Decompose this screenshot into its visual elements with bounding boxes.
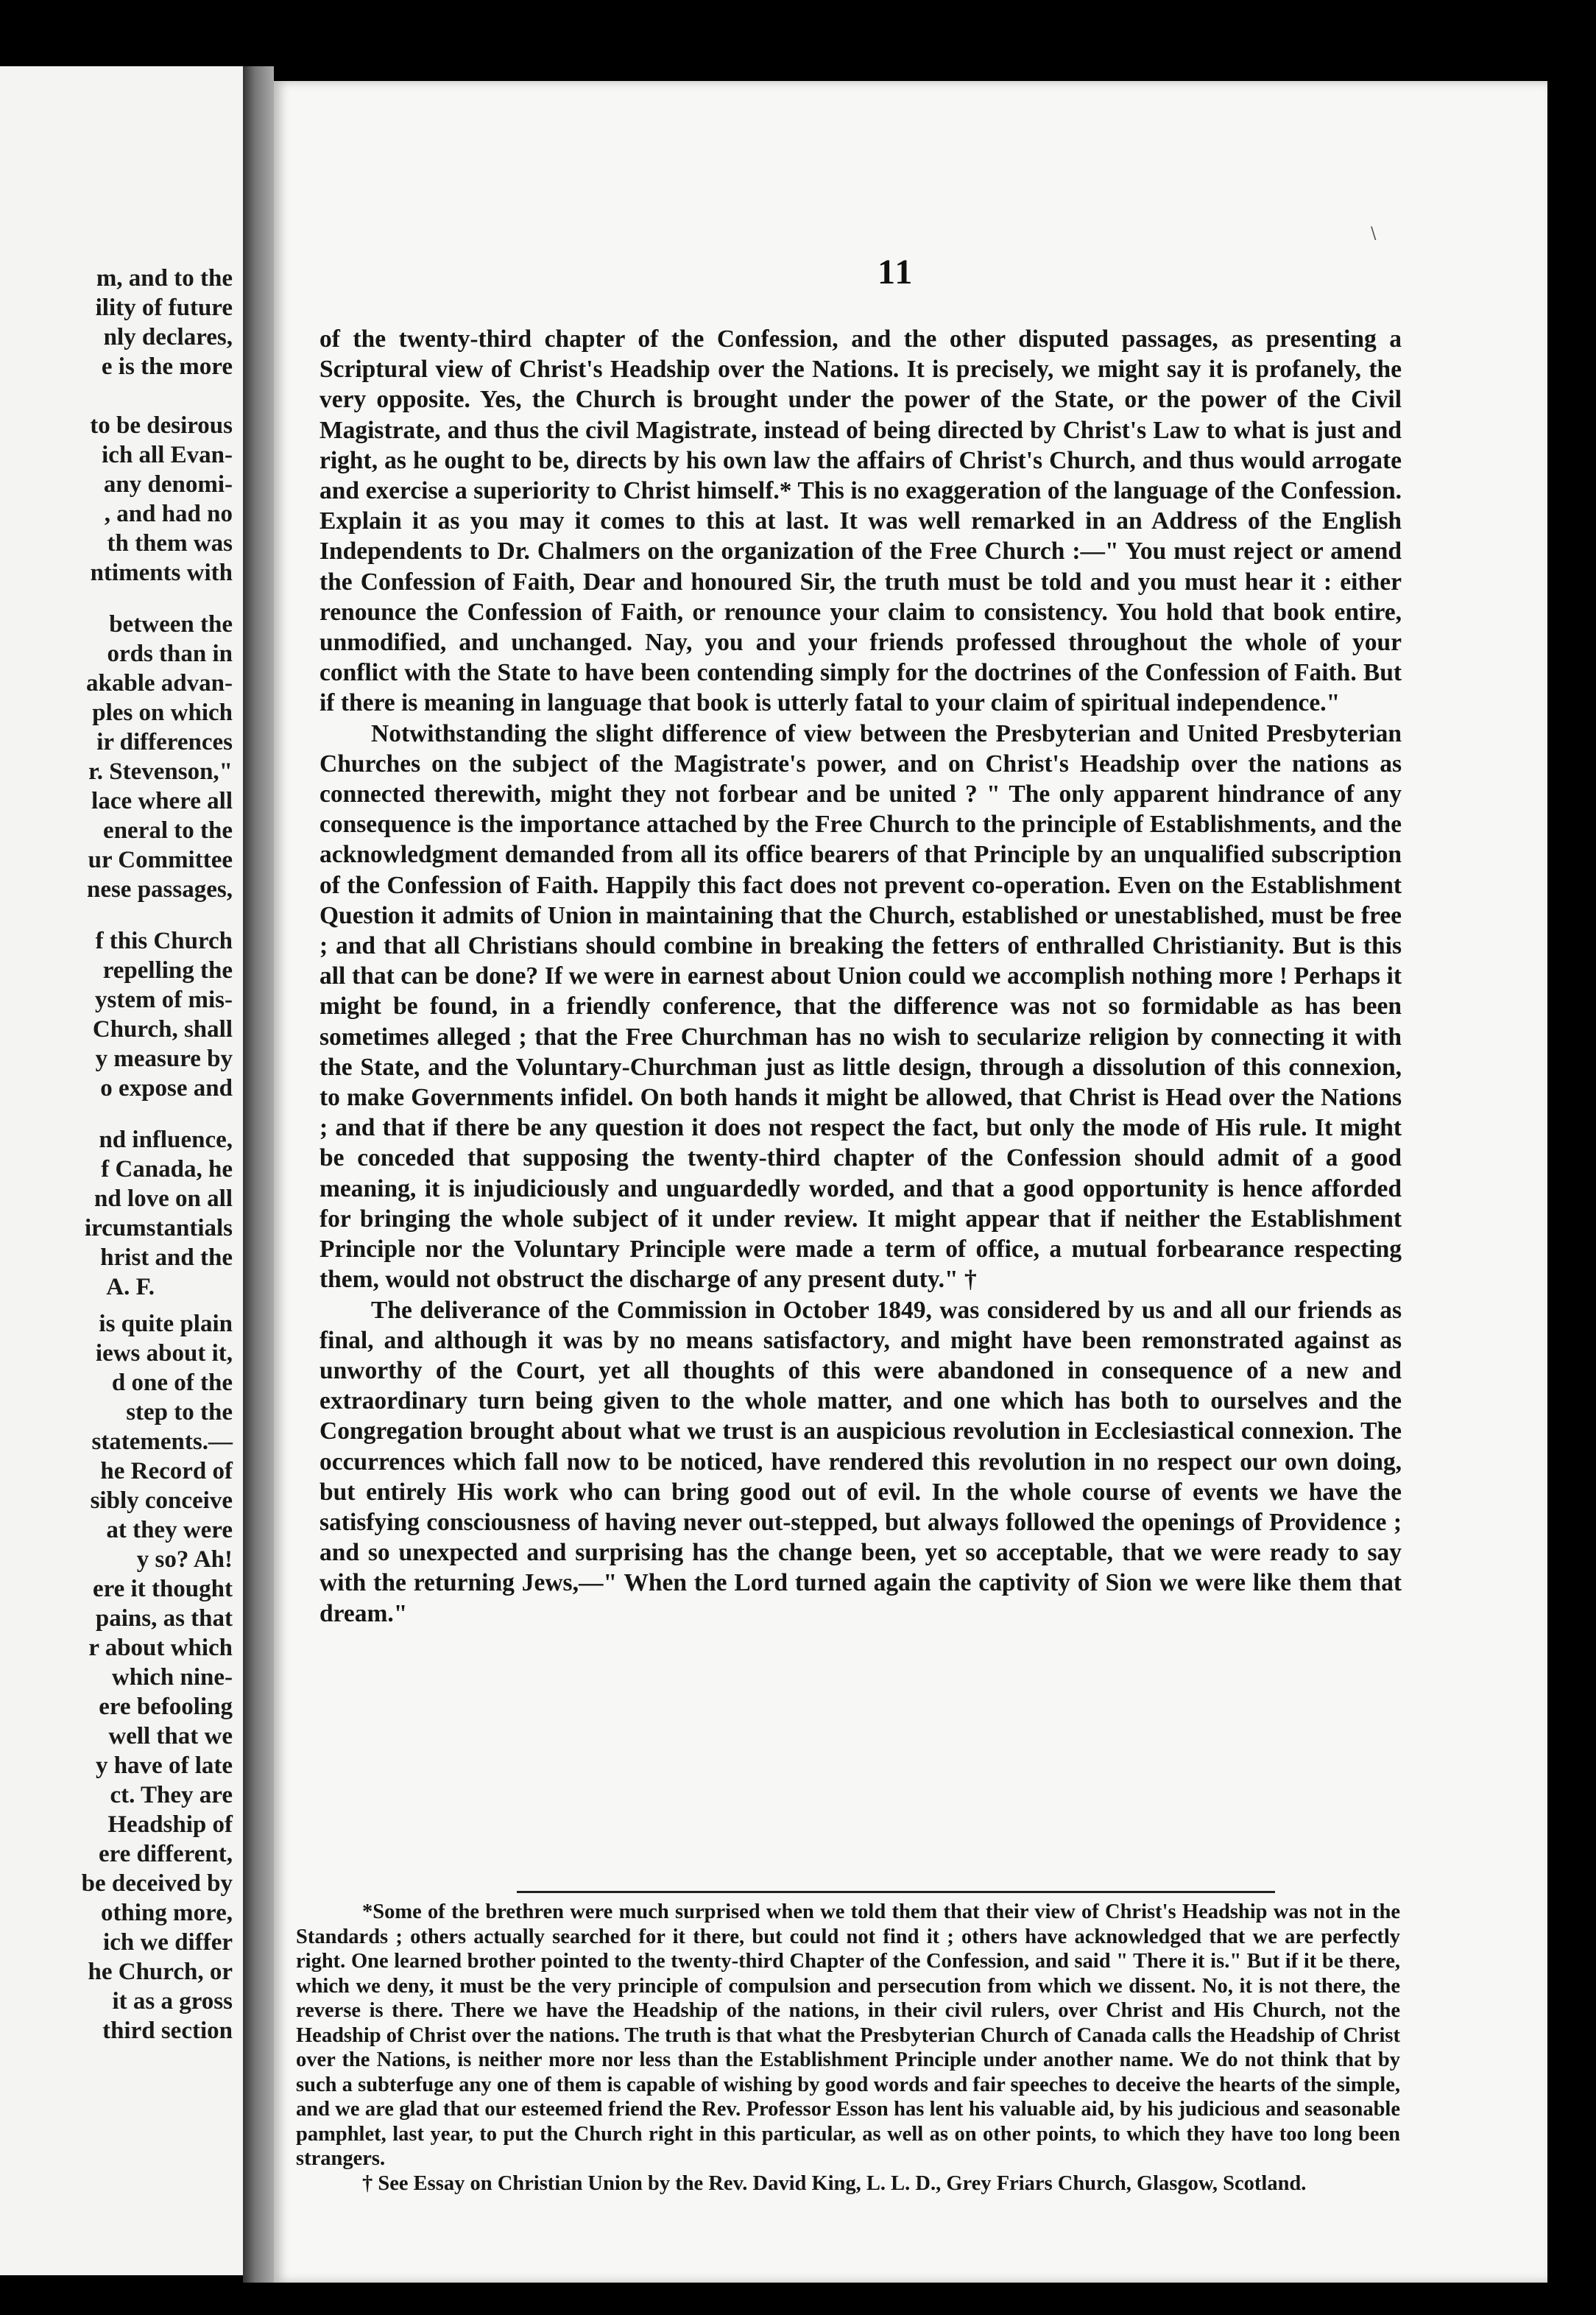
left-page-line: Church, shall: [92, 1016, 233, 1043]
body-text: [319, 324, 1402, 1629]
left-page-line: eneral to the: [103, 817, 233, 844]
left-page-line: be deceived by: [81, 1870, 233, 1897]
left-page-line: e is the more: [101, 353, 233, 380]
left-page-line: th them was: [107, 530, 233, 557]
left-page-line: statements.—: [91, 1428, 233, 1455]
left-page-line: ntiments with: [90, 560, 233, 586]
left-page-line: o expose and: [100, 1075, 233, 1102]
left-page-line: ples on which: [92, 700, 233, 726]
left-page-line: nd influence,: [99, 1127, 233, 1153]
left-page-line: any denomi-: [103, 471, 233, 498]
left-page-line: well that we: [108, 1723, 233, 1750]
left-page-line: third section: [102, 2018, 233, 2044]
left-page-line: is quite plain: [99, 1311, 233, 1337]
left-page-line: ility of future: [95, 295, 233, 321]
left-page-line: ct. They are: [110, 1782, 233, 1808]
left-page-line: ir differences: [96, 729, 233, 755]
left-page-line: y have of late: [95, 1752, 233, 1779]
left-facing-page: [0, 66, 245, 2275]
left-page-line: y so? Ah!: [136, 1546, 233, 1573]
left-page-line: d one of the: [111, 1370, 233, 1396]
left-page-line: to be desirous: [90, 412, 233, 439]
paragraph-1: of the twenty-third chapter of the Confession, and the other disputed passages, as presenting a Scriptural view of Christ's Headship over the Nations. It is precisely, we might say it is profanely, the very opposite. Yes, the Church is brought under the power of the State, or the power of the Civil Magistrate, and thus the civil Magistrate, instead of being directed by Christ's Law to what is just and right, as he ought to be, directs by his own law the affairs of Christ's Church, and thus would arrogate and exercise a superiority to Christ himself.* This is no exaggeration of the language of the Confession. Explain it as you may it comes to this at last. It was well remarked in an Address of the English Independents to Dr. Chalmers on the organization of the Free Church :—" You must reject or amend the Confession of Faith, Dear and honoured Sir, the truth must be told and you must hear it : either renounce the Confession of Faith, or renounce your claim to consistency. You hold that book entire, unmodified, and unchanged. Nay, you and your friends professed throughout the whole of your conflict with the State to have been contending simply for the doctrines of the Confession of Faith. But if there is meaning in language that book is utterly fatal to your claim of spiritual independence.": [319, 325, 1402, 717]
left-page-line: akable advan-: [86, 670, 233, 697]
left-page-line: , and had no: [104, 501, 233, 527]
left-page-line: at they were: [106, 1517, 233, 1543]
left-page-line: sibly conceive: [90, 1487, 233, 1514]
page-number: 11: [878, 253, 914, 292]
left-page-line: repelling the: [102, 957, 233, 984]
left-page-line: pains, as that: [95, 1605, 233, 1632]
left-page-line: r. Stevenson,": [88, 758, 233, 785]
paragraph-3: The deliverance of the Commission in October 1849, was considered by us and all our friends as final, and although it was by no means satisfactory, and might have been remonstrated against as unworthy of the Court, yet all thoughts of this were abandoned in consequence of a new and extraordinary turn being given to the whole matter, and one which has both to ourselves and the Congregation brought about what we trust is an auspicious revolution in Ecclesiastical connexion. The occurrences which fall now to be noticed, have rendered this revolution in no respect our own doing, but entirely His work who can bring good out of evil. In the whole course of events we have the satisfying consciousness of having never out-stepped, but always followed the openings of Providence ; and so unexpected and surprising has the change been, yet so acceptable, that we were ready to say with the returning Jews,—" When the Lord turned again the captivity of Sion we were like them that dream.": [319, 1296, 1402, 1627]
footnotes: [296, 1900, 1400, 2196]
left-page-line: ystem of mis-: [95, 987, 233, 1013]
footnote-dagger: † See Essay on Christian Union by the Rev. David King, L. L. D., Grey Friars Church, Glasgow, Scotland.: [362, 2171, 1307, 2195]
left-page-line: A. F.: [106, 1274, 155, 1300]
footnote-asterisk: *Some of the brethren were much surprised when we told them that their view of Christ's Headship was not in the Standards ; others actually searched for it there, but could not find it ; others have acknowledged that we are perfectly right. One learned brother pointed to the twenty-third Chapter of the Confession, and said " There it is." But if it be there, which we deny, it must be the very principle of compulsion and persecution from which we dissent. No, it is not there, the reverse is there. There we have the Headship of the nations, in their civil rulers, over Christ and His Church, not the Headship of Christ over the nations. The truth is that what the Presbyterian Church of Canada calls the Headship of Christ over the Nations, is neither more nor less than the Establishment Principle under another name. We do not think that by such a subterfuge any one of them is capable of wishing by good words and fair speeches to deceive the hearts of the simple, and we are glad that our esteemed friend the Rev. Professor Esson has lent his valuable aid, by his judicious and seasonable pamphlet, last year, to put the Church right in this particular, as well as on other points, to which they have too long been strangers.: [296, 1900, 1400, 2170]
left-page-line: f Canada, he: [101, 1156, 233, 1183]
left-page-line: he Record of: [100, 1458, 233, 1484]
left-page-line: he Church, or: [88, 1959, 233, 1985]
left-page-line: ur Committee: [88, 847, 233, 873]
footnote-rule: [517, 1891, 1275, 1893]
left-page-line: ere different,: [98, 1841, 233, 1867]
left-page-line: nly declares,: [103, 324, 233, 350]
left-page-line: ere befooling: [99, 1694, 233, 1720]
left-page-line: r about which: [88, 1635, 233, 1661]
left-page-line: f this Church: [95, 928, 233, 954]
left-page-line: lace where all: [91, 788, 233, 814]
left-page-line: Headship of: [107, 1811, 233, 1838]
paragraph-2: Notwithstanding the slight difference of view between the Presbyterian and United Presbyterian Churches on the subject of the Magistrate's power, and on Christ's Headship over the nations as connected therewith, might they not forbear and be united ? " The only apparent hindrance of any consequence is the importance attached by the Free Church to the principle of Establishments, and the acknowledgment demanded from all its office bearers of that Principle by an unqualified subscription of the Confession of Faith. Happily this fact does not prevent co-operation. Even on the Establishment Question it admits of Union in maintaining that the Church, established or unestablished, must be free ; and that all Christians should combine in breaking the fetters of enthralled Christianity. But is this all that can be done? If we were in earnest about Union could we accomplish nothing more ! Perhaps it might be found, in a friendly conference, that the difference was not so formidable as has been sometimes alleged ; that the Free Churchman has no wish to secularize religion by connecting it with the State, and the Voluntary-Churchman just as little design, through a dissolution of this connexion, to make Governments infidel. On both hands it might be allowed, that Christ is Head over the Nations ; and that if there be any question it does not respect the fact, but only the mode of His rule. It might be conceded that supposing the twenty-third chapter of the Confession should admit of a good meaning, it is injudiciously and unguardedly worded, and that a good opportunity is hence afforded for bringing the whole subject of it under review. It might appear that if neither the Establishment Principle nor the Voluntary Principle were made a term of office, a mutual forbearance respecting them, would not obstruct the discharge of any present duty." †: [319, 719, 1402, 1294]
left-page-line: nese passages,: [86, 876, 233, 903]
left-page-line: ich all Evan-: [102, 442, 233, 468]
left-page-line: which nine-: [111, 1664, 233, 1691]
left-page-line: step to the: [126, 1399, 233, 1426]
left-page-line: y measure by: [95, 1046, 233, 1072]
left-page-line: ich we differ: [103, 1929, 233, 1956]
left-page-line: ere it thought: [92, 1576, 233, 1602]
left-page-line: m, and to the: [96, 265, 233, 292]
left-page-line: ords than in: [107, 641, 233, 667]
left-page-line: othing more,: [100, 1900, 233, 1926]
left-page-line: between the: [109, 611, 233, 638]
left-page-line: nd love on all: [94, 1185, 233, 1212]
page-speck: \: [1371, 225, 1377, 243]
left-page-line: ircumstantials: [84, 1215, 233, 1241]
book-gutter: [243, 66, 274, 2283]
left-page-line: hrist and the: [100, 1244, 233, 1271]
left-page-line: it as a gross: [112, 1988, 233, 2015]
page: [274, 81, 1547, 2283]
left-page-line: iews about it,: [95, 1340, 233, 1367]
